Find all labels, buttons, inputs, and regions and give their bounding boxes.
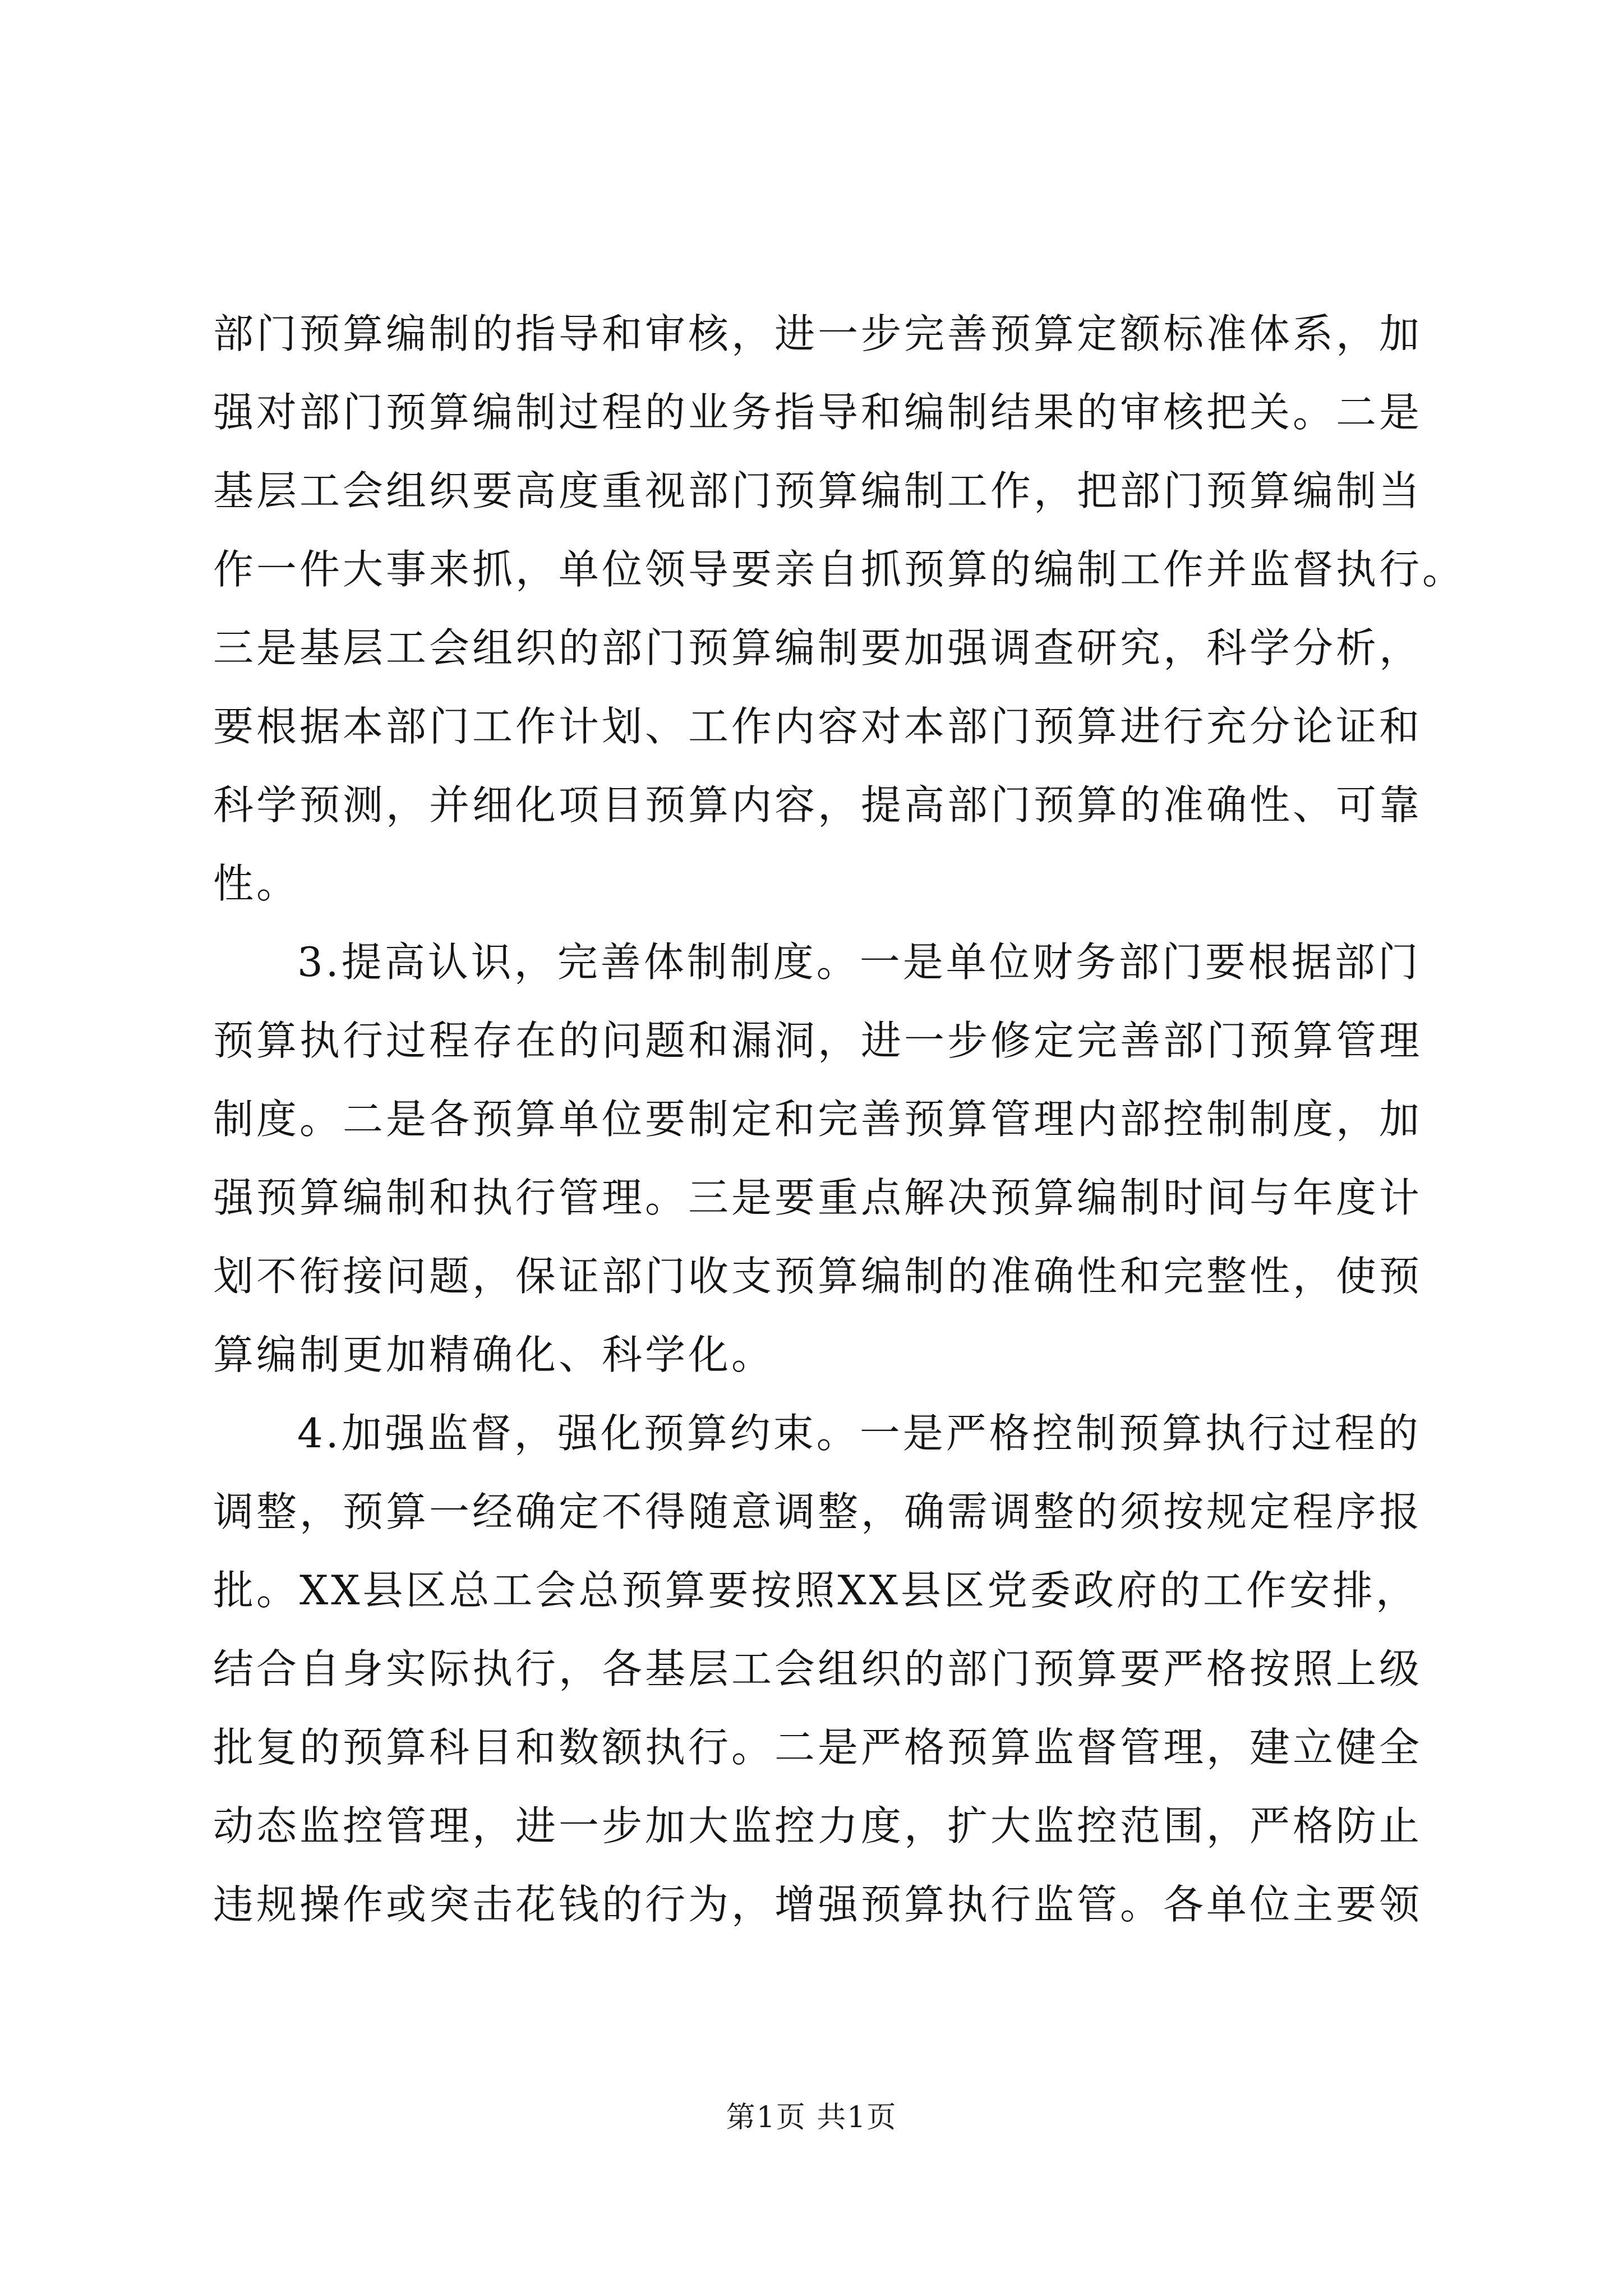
text-line: 批复的预算科目和数额执行。二是严格预算监督管理，建立健全	[213, 1724, 1423, 1771]
text-line: 强预算编制和执行管理。三是要重点解决预算编制时间与年度计	[213, 1174, 1423, 1221]
text-line: 预算执行过程存在的问题和漏洞，进一步修定完善部门预算管理	[213, 1017, 1423, 1064]
paragraph-4-heading-line: 4.加强监督，强化预算约束。一是严格控制预算执行过程的	[297, 1410, 1421, 1457]
text-line: 违规操作或突击花钱的行为，增强预算执行监管。各单位主要领	[213, 1881, 1423, 1928]
text-line: 作一件大事来抓，单位领导要亲自抓预算的编制工作并监督执行。	[213, 546, 1466, 593]
text-line: 部门预算编制的指导和审核，进一步完善预算定额标准体系，加	[213, 310, 1423, 357]
text-line: 批。XX县区总工会总预算要按照XX县区党委政府的工作安排，	[213, 1567, 1419, 1614]
document-body	[213, 295, 1466, 1944]
text-line: 科学预测，并细化项目预算内容，提高部门预算的准确性、可靠	[213, 781, 1423, 829]
text-line: 调整，预算一经确定不得随意调整，确需调整的须按规定程序报	[213, 1488, 1423, 1535]
text-line: 基层工会组织要高度重视部门预算编制工作，把部门预算编制当	[213, 467, 1423, 514]
text-line: 动态监控管理，进一步加大监控力度，扩大监控范围，严格防止	[213, 1802, 1423, 1849]
paragraph-3-heading-line: 3.提高认识，完善体制制度。一是单位财务部门要根据部门	[297, 938, 1421, 986]
page-footer	[0, 2101, 1623, 2134]
text-line: 性。	[213, 860, 300, 907]
page-number-label: 第1页 共1页	[726, 2101, 897, 2134]
text-line: 制度。二是各预算单位要制定和完善预算管理内部控制制度，加	[213, 1096, 1423, 1143]
text-line: 划不衔接问题，保证部门收支预算编制的准确性和完整性，使预	[213, 1253, 1423, 1300]
text-line: 三是基层工会组织的部门预算编制要加强调查研究，科学分析，	[213, 624, 1423, 671]
text-line: 强对部门预算编制过程的业务指导和编制结果的审核把关。二是	[213, 389, 1423, 436]
text-line: 算编制更加精确化、科学化。	[213, 1331, 775, 1378]
text-line: 要根据本部门工作计划、工作内容对本部门预算进行充分论证和	[213, 703, 1423, 750]
text-line: 结合自身实际执行，各基层工会组织的部门预算要严格按照上级	[213, 1645, 1423, 1692]
